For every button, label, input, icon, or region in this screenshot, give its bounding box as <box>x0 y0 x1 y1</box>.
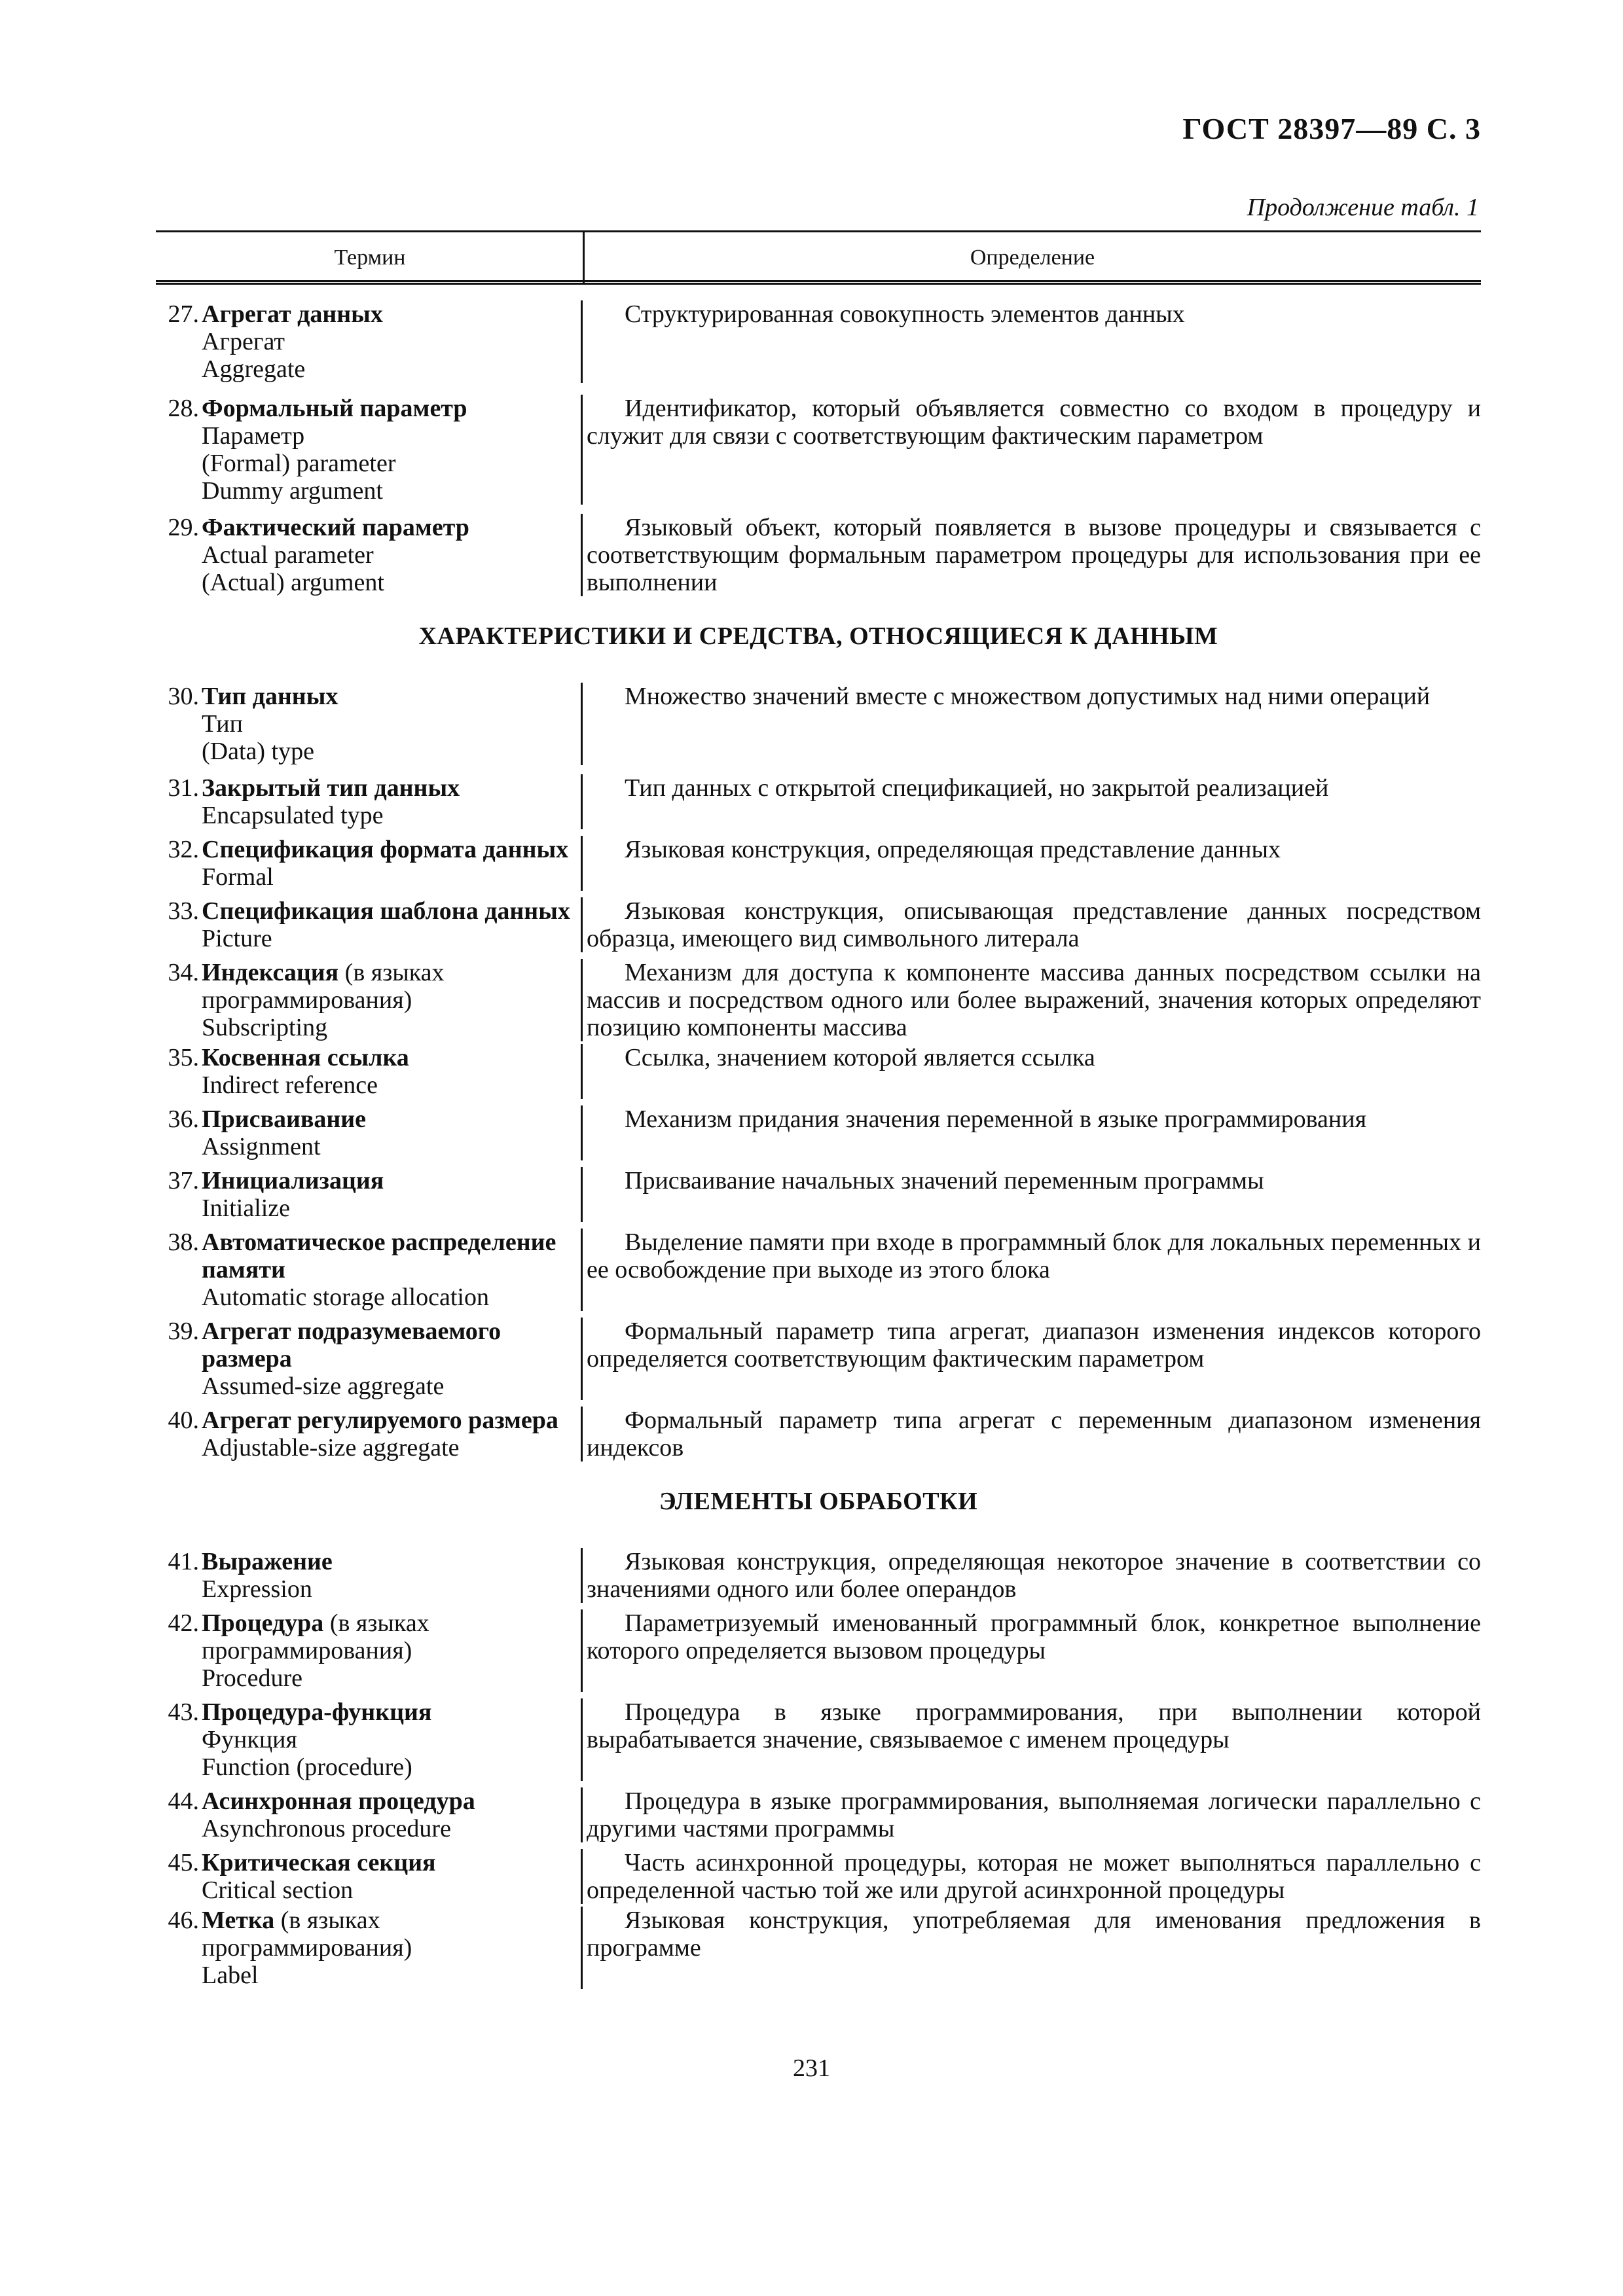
page-number: 231 <box>793 2054 830 2082</box>
definition-cell: Идентификатор, который объявляется совместно со входом в процедуру и служит для связи с соответствующим фактическим параметром <box>587 395 1481 450</box>
term-title <box>202 395 467 422</box>
definition-cell: Параметризуемый именованный программный блок, конкретное выполнение которого определяется вызовом процедуры <box>587 1609 1481 1664</box>
term-title <box>202 1907 412 1962</box>
term-title <box>202 1698 431 1726</box>
term-main: Закрытый тип данных <box>202 774 460 802</box>
term-title <box>202 1548 333 1575</box>
term-main: Агрегат данных <box>202 300 383 328</box>
table-row <box>156 383 1481 505</box>
term-cell <box>156 395 583 505</box>
term-title <box>202 300 383 328</box>
term-main: Выражение <box>202 1548 333 1575</box>
term-title <box>202 897 570 925</box>
definition-cell: Формальный параметр типа агрегат с переменным диапазоном изменения индексов <box>587 1407 1481 1462</box>
definition-cell: Структурированная совокупность элементов данных <box>625 300 1185 328</box>
definition-cell: Языковая конструкция, употребляемая для именования предложения в программе <box>587 1907 1481 1962</box>
term-number: 35. <box>168 1044 199 1071</box>
term-title <box>202 1044 409 1071</box>
term-number: 30. <box>168 683 199 710</box>
term-synonym: Dummy argument <box>202 477 383 505</box>
definition-cell: Языковая конструкция, определяющая представление данных <box>625 836 1281 863</box>
term-title <box>202 1849 436 1876</box>
definition-cell: Выделение памяти при входе в программный блок для локальных переменных и ее освобождение при выходе из этого блока <box>587 1229 1481 1283</box>
term-title <box>202 1318 501 1372</box>
term-main: Инициализация <box>202 1167 384 1194</box>
term-main: Процедура <box>202 1609 324 1637</box>
term-main: Асинхронная процедура <box>202 1787 475 1815</box>
term-synonym: Function (procedure) <box>202 1753 412 1781</box>
term-number: 32. <box>168 836 199 863</box>
table-row <box>156 505 1481 596</box>
term-number: 34. <box>168 959 199 986</box>
term-synonym: Asynchronous procedure <box>202 1815 451 1842</box>
term-title <box>202 514 469 541</box>
term-synonym: Critical section <box>202 1876 354 1904</box>
column-header-definition: Определение <box>970 245 1095 270</box>
table-header <box>156 230 1481 285</box>
term-title <box>202 1105 366 1133</box>
table-row <box>156 285 1481 383</box>
term-number: 40. <box>168 1407 199 1434</box>
definition-cell: Языковая конструкция, описывающая представление данных посредством образца, имеющего вид символьного литерала <box>587 897 1481 952</box>
definition-cell: Тип данных с открытой спецификацией, но закрытой реализацией <box>625 774 1329 802</box>
term-number: 27. <box>168 300 199 328</box>
term-synonym: Formal <box>202 863 274 891</box>
term-cell <box>156 1698 583 1781</box>
term-main: Тип данных <box>202 683 338 710</box>
term-number: 37. <box>168 1167 199 1194</box>
definition-cell: Часть асинхронной процедуры, которая не может выполняться параллельно с определенной частью той же или другой асинхронной процедуры <box>587 1849 1481 1904</box>
table-row <box>156 1160 1481 1222</box>
term-number: 39. <box>168 1318 199 1345</box>
term-cell <box>156 897 583 952</box>
term-main: Автоматическое распределение памяти <box>202 1229 556 1283</box>
term-title <box>202 1407 558 1434</box>
term-cell <box>156 1609 583 1692</box>
table-row <box>156 1311 1481 1400</box>
term-synonym: Assignment <box>202 1133 321 1160</box>
term-synonym: Subscripting <box>202 1014 328 1041</box>
term-usage-note: (в языках программирования) <box>202 959 445 1014</box>
table-row <box>156 1904 1481 1989</box>
term-synonym: Параметр <box>202 422 305 450</box>
term-cell <box>156 1548 583 1603</box>
definition-cell: Процедура в языке программирования, выполняемая логически параллельно с другими частями программы <box>587 1787 1481 1842</box>
definition-cell: Языковая конструкция, определяющая некоторое значение в соответствии со значениями одного или более операндов <box>587 1548 1481 1603</box>
term-synonym: Aggregate <box>202 355 306 383</box>
term-main: Агрегат регулируемого размера <box>202 1407 558 1434</box>
table-row <box>156 891 1481 952</box>
term-cell <box>156 1167 583 1222</box>
table-row <box>156 1099 1481 1160</box>
term-number: 43. <box>168 1698 199 1726</box>
table-row <box>156 1041 1481 1099</box>
table-row <box>156 1692 1481 1781</box>
term-cell <box>156 300 583 383</box>
term-usage-note: (в языках программирования) <box>202 1907 412 1962</box>
term-number: 33. <box>168 897 199 925</box>
term-synonym: Expression <box>202 1575 312 1603</box>
term-main: Косвенная ссылка <box>202 1044 409 1071</box>
table-row <box>156 1400 1481 1462</box>
table-row <box>156 1603 1481 1692</box>
section-heading: ЭЛЕМЕНТЫ ОБРАБОТКИ <box>659 1488 978 1515</box>
term-synonym: Procedure <box>202 1664 303 1692</box>
table-row <box>156 1222 1481 1311</box>
term-synonym: (Data) type <box>202 738 314 765</box>
table-continuation-label: Продолжение табл. 1 <box>1247 194 1479 221</box>
term-number: 41. <box>168 1548 199 1575</box>
term-title <box>202 1609 429 1664</box>
term-main: Формальный параметр <box>202 395 467 422</box>
term-number: 45. <box>168 1849 199 1876</box>
term-cell <box>156 774 583 829</box>
term-title <box>202 836 568 863</box>
term-synonym: Initialize <box>202 1194 291 1222</box>
term-main: Присваивание <box>202 1105 367 1133</box>
term-title <box>202 959 445 1014</box>
table-row <box>156 683 1481 765</box>
term-number: 42. <box>168 1609 199 1637</box>
definition-cell: Множество значений вместе с множеством допустимых над ними операций <box>625 683 1431 710</box>
table-row <box>156 1781 1481 1842</box>
term-title <box>202 1167 384 1194</box>
document-code: ГОСТ 28397—89 С. 3 <box>1182 112 1481 145</box>
term-number: 38. <box>168 1229 199 1256</box>
term-synonym: Label <box>202 1962 259 1989</box>
term-main: Метка <box>202 1907 275 1934</box>
table-row <box>156 952 1481 1041</box>
term-main: Индексация <box>202 959 339 986</box>
term-synonym: Picture <box>202 925 272 952</box>
definition-cell: Процедура в языке программирования, при выполнении которой вырабатывается значение, связываемое с именем процедуры <box>587 1698 1481 1753</box>
term-cell <box>156 1849 583 1904</box>
term-synonym: Indirect reference <box>202 1071 378 1099</box>
term-main: Процедура-функция <box>202 1698 432 1726</box>
table-row <box>156 765 1481 829</box>
term-main: Спецификация шаблона данных <box>202 897 570 925</box>
term-cell <box>156 683 583 765</box>
definition-cell: Формальный параметр типа агрегат, диапазон изменения индексов которого определяется соответствующим фактическим параметром <box>587 1318 1481 1372</box>
term-cell <box>156 1044 583 1099</box>
term-title <box>202 774 460 802</box>
term-title <box>202 1787 475 1815</box>
term-synonym: Тип <box>202 710 243 738</box>
term-synonym: (Formal) parameter <box>202 450 396 477</box>
term-synonym: Automatic storage allocation <box>202 1283 489 1311</box>
column-header-term: Термин <box>334 245 406 270</box>
table-row <box>156 1842 1481 1904</box>
term-number: 36. <box>168 1105 199 1133</box>
term-cell <box>156 1407 583 1462</box>
term-number: 31. <box>168 774 199 802</box>
term-cell <box>156 514 583 596</box>
definition-cell: Механизм для доступа к компоненте массива данных посредством ссылки на массив и посредством одного или более выражений, значения которых определяют позицию компоненты массива <box>587 959 1481 1041</box>
term-cell <box>156 1318 583 1400</box>
term-cell <box>156 959 583 1041</box>
term-number: 29. <box>168 514 199 541</box>
table-body <box>156 285 1481 1989</box>
term-synonym: Encapsulated type <box>202 802 384 829</box>
table-row <box>156 829 1481 891</box>
term-cell <box>156 836 583 891</box>
definition-cell: Языковый объект, который появляется в вызове процедуры и связывается с соответствующим формальным параметром процедуры для использования при ее выполнении <box>587 514 1481 596</box>
term-cell <box>156 1787 583 1842</box>
section-heading: ХАРАКТЕРИСТИКИ И СРЕДСТВА, ОТНОСЯЩИЕСЯ К ДАННЫМ <box>418 622 1218 650</box>
terms-table <box>156 230 1481 1989</box>
term-number: 28. <box>168 395 199 422</box>
term-title <box>202 1229 556 1283</box>
term-number: 44. <box>168 1787 199 1815</box>
term-cell <box>156 1907 583 1989</box>
term-main: Спецификация формата данных <box>202 836 569 863</box>
term-cell <box>156 1105 583 1160</box>
term-synonym: Функция <box>202 1726 297 1753</box>
definition-cell: Ссылка, значением которой является ссылка <box>625 1044 1095 1071</box>
term-main: Критическая секция <box>202 1849 436 1876</box>
term-usage-note: (в языках программирования) <box>202 1609 429 1664</box>
definition-cell: Механизм придания значения переменной в языке программирования <box>625 1105 1367 1133</box>
term-title <box>202 683 338 710</box>
term-main: Агрегат подразумеваемого размера <box>202 1318 501 1372</box>
term-synonym: Actual parameter <box>202 541 374 569</box>
term-main: Фактический параметр <box>202 514 469 541</box>
table-row <box>156 1548 1481 1603</box>
term-synonym: Adjustable-size aggregate <box>202 1434 460 1462</box>
term-synonym: Агрегат <box>202 328 285 355</box>
term-synonym: (Actual) argument <box>202 569 384 596</box>
term-synonym: Assumed-size aggregate <box>202 1372 445 1400</box>
definition-cell: Присваивание начальных значений переменным программы <box>625 1167 1264 1194</box>
term-cell <box>156 1229 583 1311</box>
term-number: 46. <box>168 1907 199 1934</box>
